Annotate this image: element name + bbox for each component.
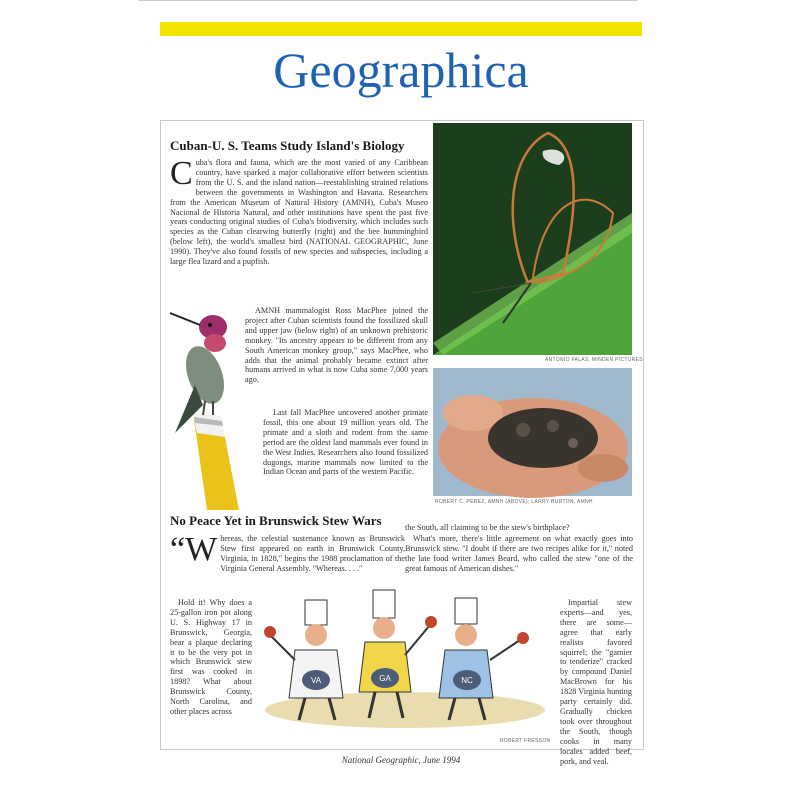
article1-headline: Cuban-U. S. Teams Study Island's Biology bbox=[170, 138, 405, 153]
monkey-fossil-photo bbox=[433, 368, 632, 496]
section-title: Geographica bbox=[273, 42, 529, 98]
article2-col1-intro: “Whereas, the celestial sustenance known as Brunswick Stew first appeared on earth in Brunswick County, Virginia, in 1828," begins the 1988 proclamation of the Virginia General Assembly. "Whereas. . . ." bbox=[170, 531, 405, 573]
butterfly-photo-credit: ANTONIO FALAS, MINDEN PICTURES bbox=[545, 357, 643, 363]
page-top-rule bbox=[138, 0, 638, 1]
hummingbird-photo bbox=[155, 305, 245, 510]
cartoon-credit: ROBERT FRESSON bbox=[500, 738, 551, 744]
article2-col2-lead: the South, all claiming to be the stew's birthplace? bbox=[405, 523, 570, 532]
yellow-title-bar bbox=[160, 22, 642, 36]
article1-para1: Cuba's flora and fauna, which are the most varied of any Caribbean country, have sparked a major collaborative effort between scientists from the U. S. and the island nation—reestablishing strained relations between the governments in Washington and Havana. Researchers from the American Museum of Natural History (AMNH), Cuba's Museo Nacional de Historia Natural, and other institutions have spent the past five years conducting original studies of Cuba's biodiversity, which includes such species as the Cuban clearwing butterfly (right) and the bee hummingbird (below left), the world's smallest bird (NATIONAL GEOGRAPHIC, June 1990). They've also found fossils of new species and subspecies, including a large flea lizard and a pupfish. bbox=[170, 155, 428, 267]
article1-para2: AMNH mammalogist Ross MacPhee joined the project after Cuban scientists found the fossilized skull and upper jaw (below right) of an unknown prehistoric monkey. "Its ancestry appears to be different from any South American monkey group," says MacPhee, who adds that the animal probably became extinct after humans arrived in what is now Cuba some 7,000 years ago. bbox=[245, 306, 428, 385]
article2-col3-body: Impartial stew experts—and yes, there are some—agree that early realists favored squirrel; the "gamier to tenderize" cracked by compound Daniel MacBrown for his 1828 Virginia hunting party certainly did. Gradually chicken took over throughout the South, though cooks in many locales added beef, pork, and veal. bbox=[560, 598, 632, 766]
article2-col2-body: What's more, there's little agreement on what exactly goes into Brunswick stew. "I doubt if there are two recipes alike for it," noted the late food writer James Beard, who called the stew "one of the great famous of American dishes." bbox=[405, 534, 633, 573]
article2-headline: No Peace Yet in Brunswick Stew Wars bbox=[170, 513, 382, 528]
cauldron-label-ga: GA bbox=[379, 674, 391, 683]
article2-col1-body: Hold it! Why does a 25-gallon iron pot along U. S. Highway 17 in Brunswick, Georgia, bear a plaque declaring it to be the very pot in which Brunswick stew first was cooked in 1898? What about Brunswick County, North Carolina, and other places across bbox=[170, 598, 252, 716]
stew-chefs-cartoon bbox=[255, 580, 555, 735]
fossil-photo-credit: ROBERT C. PEREZ, AMNH (ABOVE); LARRY BURTON, AMNH bbox=[435, 499, 593, 505]
article2-dropcap: “W bbox=[170, 531, 218, 568]
clearwing-butterfly-photo bbox=[433, 123, 632, 355]
cauldron-label-nc: NC bbox=[461, 676, 473, 685]
cauldron-label-va: VA bbox=[310, 676, 322, 685]
article1-para3: Last fall MacPhee uncovered another primate fossil, this one about 19 million years old. The primate and a sloth and rodent from the same period are the oldest land mammals ever found in the West Indies. Researchers also found fossilized dugongs, marine mammals now limited to the Indian Ocean and parts of the western Pacific. bbox=[263, 408, 428, 477]
page-footer: National Geographic, June 1994 bbox=[341, 755, 461, 765]
article1-dropcap: C bbox=[170, 155, 193, 192]
